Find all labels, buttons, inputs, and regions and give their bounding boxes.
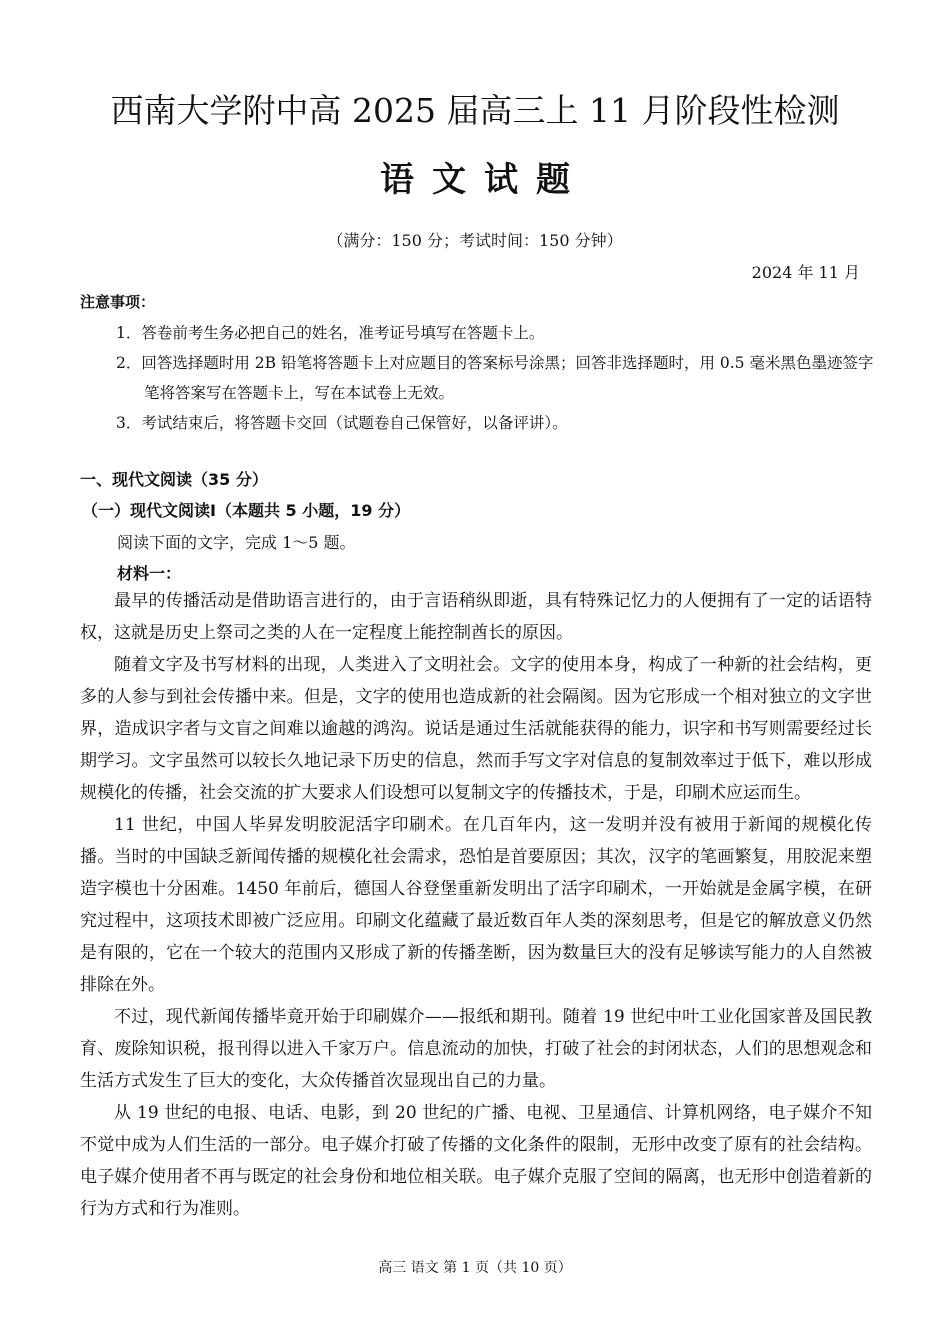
notice-item: 3．考试结束后，将答题卡交回（试题卷自己保管好，以备评讲）。 <box>116 414 568 432</box>
notice-item: 2．回答选择题时用 2B 铅笔将答题卡上对应题目的答案标号涂黑；回答非选择题时，用 0.5 毫米黑色墨迹签字笔将答案写在答题卡上，写在本试卷上无效。 <box>116 354 874 402</box>
section-heading: 一、现代文阅读（35 分） <box>80 470 268 489</box>
section-subheading: （一）现代文阅读Ⅰ（本题共 5 小题，19 分） <box>82 501 411 520</box>
page-footer: 高三 语文 第 1 页（共 10 页） <box>378 1260 572 1276</box>
subject-title: 语文试题 <box>380 160 588 200</box>
exam-title: 西南大学附中高 2025 届高三上 11 月阶段性检测 <box>110 91 840 130</box>
notice-list <box>80 318 875 438</box>
paragraph: 11 世纪，中国人毕昇发明胶泥活字印刷术。在几百年内，这一发明并没有被用于新闻的规模化传播。当时的中国缺乏新闻传播的规模化社会需求，恐怕是首要原因；其次，汉字的笔画繁复，用胶泥来塑造字模也十分困难。1450 年前后，德国人谷登堡重新发明出了活字印刷术，一开始就是金属字模，在研究过程中，这项技术即被广泛应用。印刷文化蕴藏了最近数百年人类的深刻思考，但是它的解放意义仍然是有限的，它在一个较大的范围内又形成了新的传播垄断，因为数量巨大的没有足够读写能力的人自然被排除在外。 <box>80 815 872 995</box>
exam-date: 2024 年 11 月 <box>751 263 860 282</box>
notice-label: 注意事项： <box>80 293 156 311</box>
paragraph: 不过，现代新闻传播毕竟开始于印刷媒介——报纸和期刊。随着 19 世纪中叶工业化国家普及国民教育、废除知识税，报刊得以进入千家万户。信息流动的加快，打破了社会的封闭状态，人们的思想观念和生活方式发生了巨大的变化，大众传播首次显现出自己的力量。 <box>80 1007 872 1091</box>
exam-meta: （满分：150 分；考试时间：150 分钟） <box>327 231 623 250</box>
paragraph: 随着文字及书写材料的出现，人类进入了文明社会。文字的使用本身，构成了一种新的社会结构，更多的人参与到社会传播中来。但是，文字的使用也造成新的社会隔阂。因为它形成一个相对独立的文字世界，造成识字者与文盲之间难以逾越的鸿沟。说话是通过生活就能获得的能力，识字和书写则需要经过长期学习。文字虽然可以较长久地记录下历史的信息，然而手写文字对信息的复制效率过于低下，难以形成规模化的传播，社会交流的扩大要求人们设想可以复制文字的传播技术，于是，印刷术应运而生。 <box>80 655 872 803</box>
material-label: 材料一： <box>117 564 182 583</box>
notice-item: 1．答卷前考生务必把自己的姓名，准考证号填写在答题卡上。 <box>116 324 545 342</box>
paragraph: 从 19 世纪的电报、电话、电影，到 20 世纪的广播、电视、卫星通信、计算机网络，电子媒介不知不觉中成为人们生活的一部分。电子媒介打破了传播的文化条件的限制，无形中改变了原有的社会结构。电子媒介使用者不再与既定的社会身份和地位相关联。电子媒介克服了空间的隔离，也无形中创造着新的行为方式和行为准则。 <box>80 1103 872 1219</box>
reading-passage <box>80 585 872 1225</box>
instruction: 阅读下面的文字，完成 1～5 题。 <box>117 533 356 552</box>
paragraph: 最早的传播活动是借助语言进行的，由于言语稍纵即逝，具有特殊记忆力的人便拥有了一定的话语特权，这就是历史上祭司之类的人在一定程度上能控制酋长的原因。 <box>80 591 872 643</box>
